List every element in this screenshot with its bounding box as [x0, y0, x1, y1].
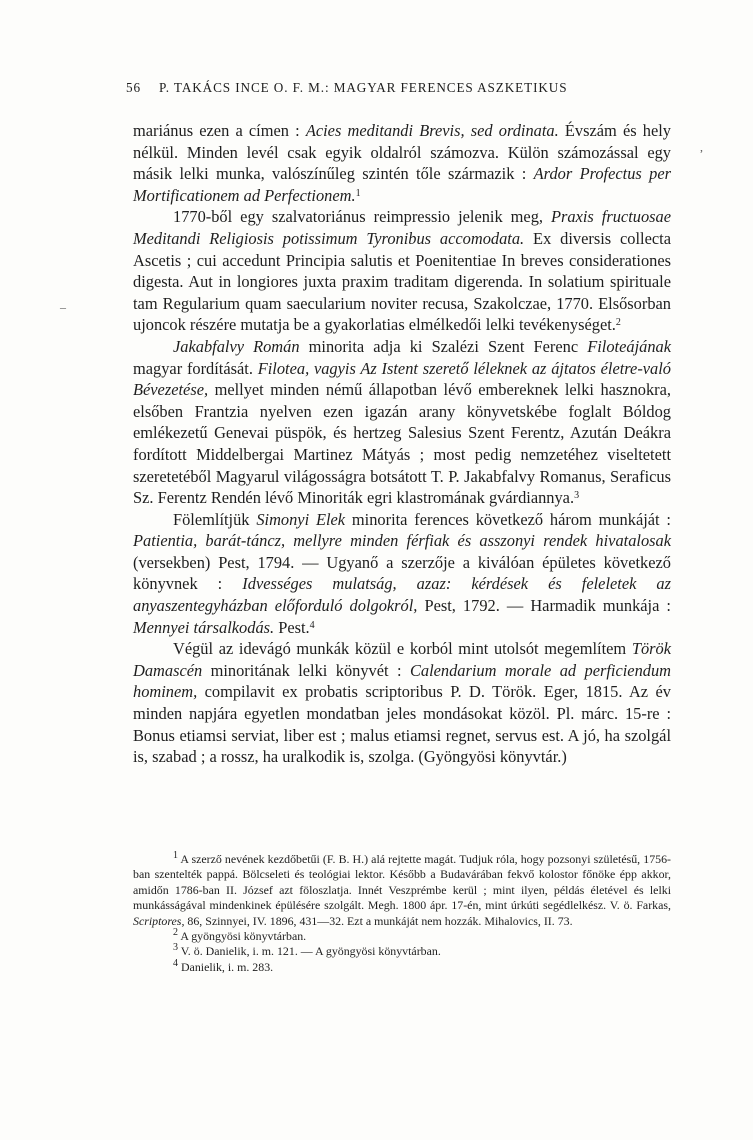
text-span: mellyet minden némű állapotban lévő embereknek lelki hasznokra, elsőben Frantzia nyelven ezen igazán arany könyvetskébe foglalt Bóldog emlékezetű Genevai püspök, és hertzeg Salesius Szent Ferentz, Azután Deákra fordított Middelbergai Martinez Mátyás ; most pedig nemzetéhez viseltetett szeretetéből Magyarul világosságra botsátott T. P. Jakabfalvy Romanus, Seraficus Sz. Ferentz Rendén lévő Minoriták egri klastromának gvárdiannya. — [133, 380, 671, 508]
text-span: Évszám és hely nélkül. Minden levél csak egyik oldalról számozva. Külön számozással egy másik lelki munka, valószínűleg szintén tőle származik : — [133, 121, 671, 184]
italic-span: Patientia, barát-táncz, mellyre minden férfiak és asszonyi rendek hivatalosak — [133, 531, 671, 551]
text-span: Végül az idevágó munkák közül e korból mint utolsót megemlítem — [173, 639, 632, 659]
text-span: 1770-ből egy szalvatoriánus reimpressio jelenik meg, — [173, 207, 551, 227]
italic-span: Calendarium morale ad perficiendum hominem, — [133, 660, 671, 702]
text-span: minorita ferences következő három munkáját : — [345, 509, 671, 529]
margin-mark: , — [700, 140, 703, 154]
footnote-ref: 2 — [173, 927, 178, 939]
footnote — [133, 944, 671, 959]
text-span: mariánus ezen a címen : — [133, 121, 306, 140]
main-text — [133, 120, 671, 768]
text-span: 86, Szinnyei, IV. 1896, 431—32. Ezt a munkáját nem hozzák. Mihalovics, II. 73. — [184, 913, 573, 928]
footnote-ref: 1 — [355, 187, 361, 199]
text-span: A szerző nevének kezdőbetűi (F. B. H.) alá rejtette magát. Tudjuk róla, hogy pozsonyi születésű, 1756-ban szentelték pappá. Bölcseleti és teológiai lektor. Később a Budavárában fekvő kolostor főnöke épp akkor, amidőn 1786-ban II. József azt föloszlatja. Innét Veszprémbe kerül ; mint ilyen, példás életével és lelki munkásságával mindenkinek épülésére szolgált. Megh. 1800 ápr. 17-én, mint úrkúti segédlelkész. V. ö. Farkas, — [133, 852, 671, 913]
text-span: A gyöngyösi könyvtárban. — [178, 929, 307, 944]
text-span: Pest. — [274, 617, 310, 637]
italic-span: Idvességes mulatság, azaz: kérdések és feleletek az anyaszentegyházban előforduló dolgokról, — [133, 574, 671, 616]
text-span: Fölemlítjük — [173, 509, 257, 529]
paragraph — [133, 120, 671, 206]
footnote-ref: 2 — [615, 317, 621, 329]
footnote-ref: 3 — [173, 942, 178, 954]
italic-span: Scriptores, — [133, 913, 185, 928]
text-span: Pest, 1792. — Harmadik munkája : — [417, 596, 671, 616]
text-span: minorita adja ki Szalézi Szent Ferenc — [299, 336, 588, 356]
italic-span: Török Damascén — [133, 639, 671, 680]
footnotes — [133, 852, 671, 975]
italic-span: Filoteájának — [587, 336, 671, 356]
paragraph — [133, 509, 671, 639]
running-header — [126, 80, 646, 96]
italic-span: Ardor Profectus per Mortificationem ad Perfectionem. — [133, 164, 671, 205]
text-span: minoritának lelki könyvét : — [202, 660, 410, 680]
paragraph — [133, 206, 671, 336]
italic-span: Acies meditandi Brevis, sed ordinata. — [305, 121, 559, 140]
italic-span: Filotea, vagyis Az Istent szerető léleknek az ájtatos életre-való Bévezetése, — [133, 358, 671, 400]
footnote-ref: 3 — [574, 490, 580, 502]
text-span: magyar fordítását. — [133, 358, 258, 378]
paragraph — [133, 638, 671, 768]
footnote-ref: 4 — [173, 957, 178, 969]
footnote-ref: 4 — [309, 619, 315, 631]
margin-dash: – — [60, 300, 66, 314]
page-number: 56 — [126, 80, 141, 95]
text-span: Ex diversis collecta Ascetis ; cui accedunt Principia salutis et Poenitentiae In breves considerationes digesta. Aut in longiores juxta praxim traditam digerenda. In solatium spirituale tam Regularium quam saecularium noviter recusa, Szakolczae, 1770. Elsősorban ujoncok részére mutatja be a gyakorlatias elmélkedői lelki tevékenységet. — [133, 228, 671, 335]
text-span: compilavit ex probatis scriptoribus P. D. Török. Eger, 1815. Az év minden napjára egyetlen mondatban jeles mondásokat közöl. Pl. márc. 15-re : Bonus etiamsi serviat, liber est ; malus etiamsi regnet, servus est. A jó, ha szolgál is, szabad ; a rossz, ha uralkodik is, szolga. (Gyöngyösi könyvtár.) — [133, 682, 671, 767]
text-span: V. ö. Danielik, i. m. 121. — A gyöngyösi könyvtárban. — [178, 944, 441, 959]
running-title: P. TAKÁCS INCE O. F. M.: MAGYAR FERENCES ASZKETIKUS — [159, 80, 568, 95]
footnote — [133, 957, 671, 975]
text-span: Danielik, i. m. 283. — [178, 959, 274, 974]
footnote — [133, 852, 671, 929]
italic-span: Praxis fructuosae Meditandi Religiosis potissimum Tyronibus accomodata. — [133, 207, 671, 248]
footnote-ref: 1 — [173, 850, 178, 861]
italic-span: Jakabfalvy Román — [173, 336, 300, 356]
italic-span: Simonyi Elek — [256, 509, 346, 529]
footnote — [133, 929, 671, 944]
paragraph — [133, 336, 671, 509]
text-span: (versekben) Pest, 1794. — Ugyanő a szerzője a kiválóan épületes következő könyvnek : — [133, 552, 671, 594]
italic-span: Mennyei társalkodás. — [133, 617, 275, 637]
